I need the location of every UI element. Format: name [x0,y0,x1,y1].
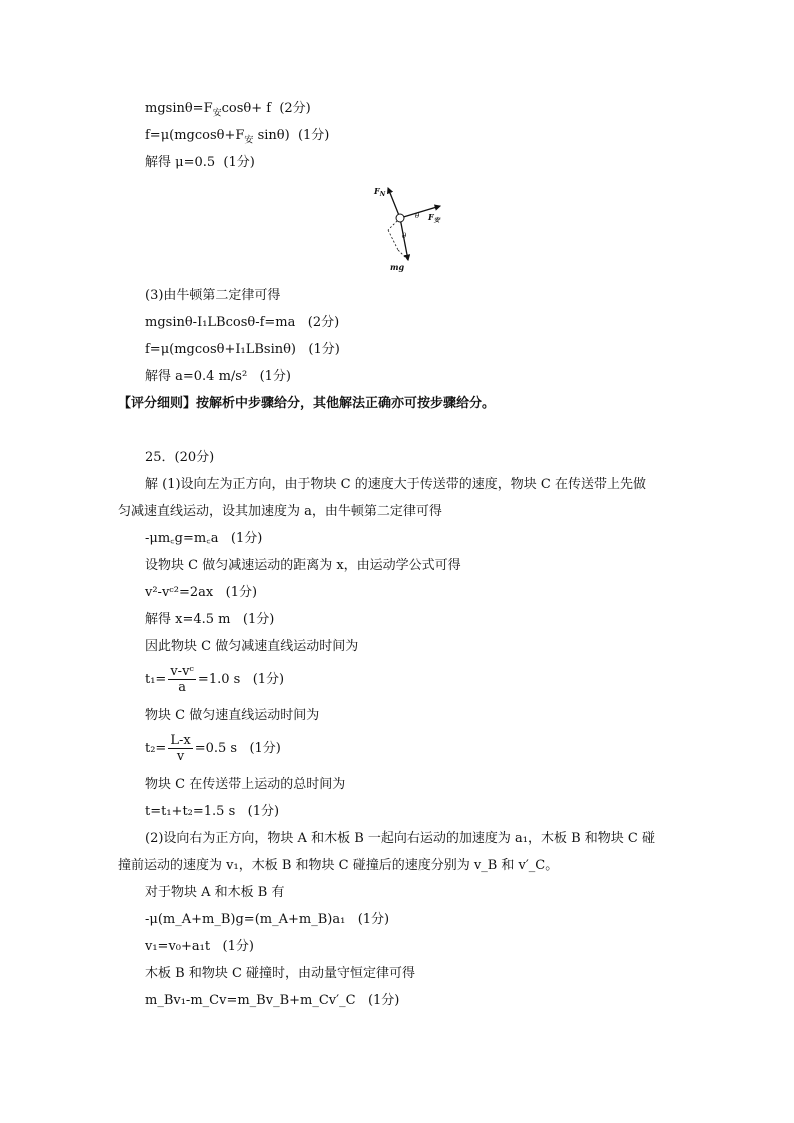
q25-eq3: 解得 x=4.5 m (1分) [145,612,275,627]
q25-s7: 对于物块 A 和木板 B 有 [145,885,285,900]
q25-eq2: v²-vᶜ²=2ax (1分) [145,585,258,600]
scoring-rubric: 【评分细则】按解析中步骤给分，其他解法正确亦可按步骤给分。 [118,396,496,411]
q25-eq5: v₁=v₀+a₁t (1分) [145,939,254,954]
q25-eq-t: t=t₁+t₂=1.5 s (1分) [145,804,280,819]
q25-s4: 因此物块 C 做匀减速直线运动时间为 [145,639,359,654]
part3-title: (3)由牛顿第二定律可得 [145,288,281,303]
q25-s5: 物块 C 做匀速直线运动时间为 [145,708,320,723]
label-theta-1: θ [415,212,420,220]
normal-force-arrow [388,188,400,218]
label-theta-2: θ [402,232,407,240]
eq-friction-3: f=μ(mgcosθ+I₁LBsinθ) (1分) [145,342,340,357]
force-diagram [368,182,452,274]
q25-s8: 木板 B 和物块 C 碰撞时，由动量守恒定律可得 [145,966,416,981]
q25-p2-line1: (2)设向右为正方向，物块 A 和木板 B 一起向右运动的加速度为 a₁，木板 B 和物块 C 碰 [145,831,656,846]
q25-eq6: m_Bv₁-m_Cv=m_Bv_B+m_Cv′_C (1分) [145,993,400,1008]
result-a: 解得 a=0.4 m/s² (1分) [145,369,292,384]
eq-force-balance-1: $mgsin\theta=F_安\cos\theta+ f$ (2分) [145,101,311,119]
q25-eq1: -μm꜀g=m꜀a (1分) [145,531,263,546]
q25-p1-line1: 解 (1)设向左为正方向，由于物块 C 的速度大于传送带的速度，物块 C 在传送带上先做 [145,477,646,492]
q25-s2: 设物块 C 做匀减速运动的距离为 x，由运动学公式可得 [145,558,461,573]
q25-p1-line2: 匀减速直线运动，设其加速度为 a，由牛顿第二定律可得 [118,504,442,519]
q25-t2: t₂= $\frac{L-x}{v}$ =0.5 s (1分) [145,733,281,764]
result-mu: 解得 μ=0.5 (1分) [145,155,255,170]
label-mg: mg [390,262,405,272]
label-fn: $F_N$ [374,186,386,198]
object-dot [396,214,404,222]
q25-s6: 物块 C 在传送带上运动的总时间为 [145,777,346,792]
eq-friction-1: $f=\mu(mgcos\theta+F_安$ sinθ) (1分) [145,128,330,146]
q25-t1: t₁= $\frac{\text{v-vᶜ}}{a}$ =1.0 s (1分) [145,664,285,695]
eq-newton-3: mgsinθ-I₁LBcosθ-f=ma (2分) [145,315,340,330]
q25-eq4: -μ(m_A+m_B)g=(m_A+m_B)a₁ (1分) [145,912,390,927]
q25-p2-line2: 撞前运动的速度为 v₁，木板 B 和物块 C 碰撞后的速度分别为 v_B 和 v′_C。 [118,858,559,873]
label-fan: $F_安$ [428,212,440,224]
q25-header: 25．(20分) [145,450,215,465]
